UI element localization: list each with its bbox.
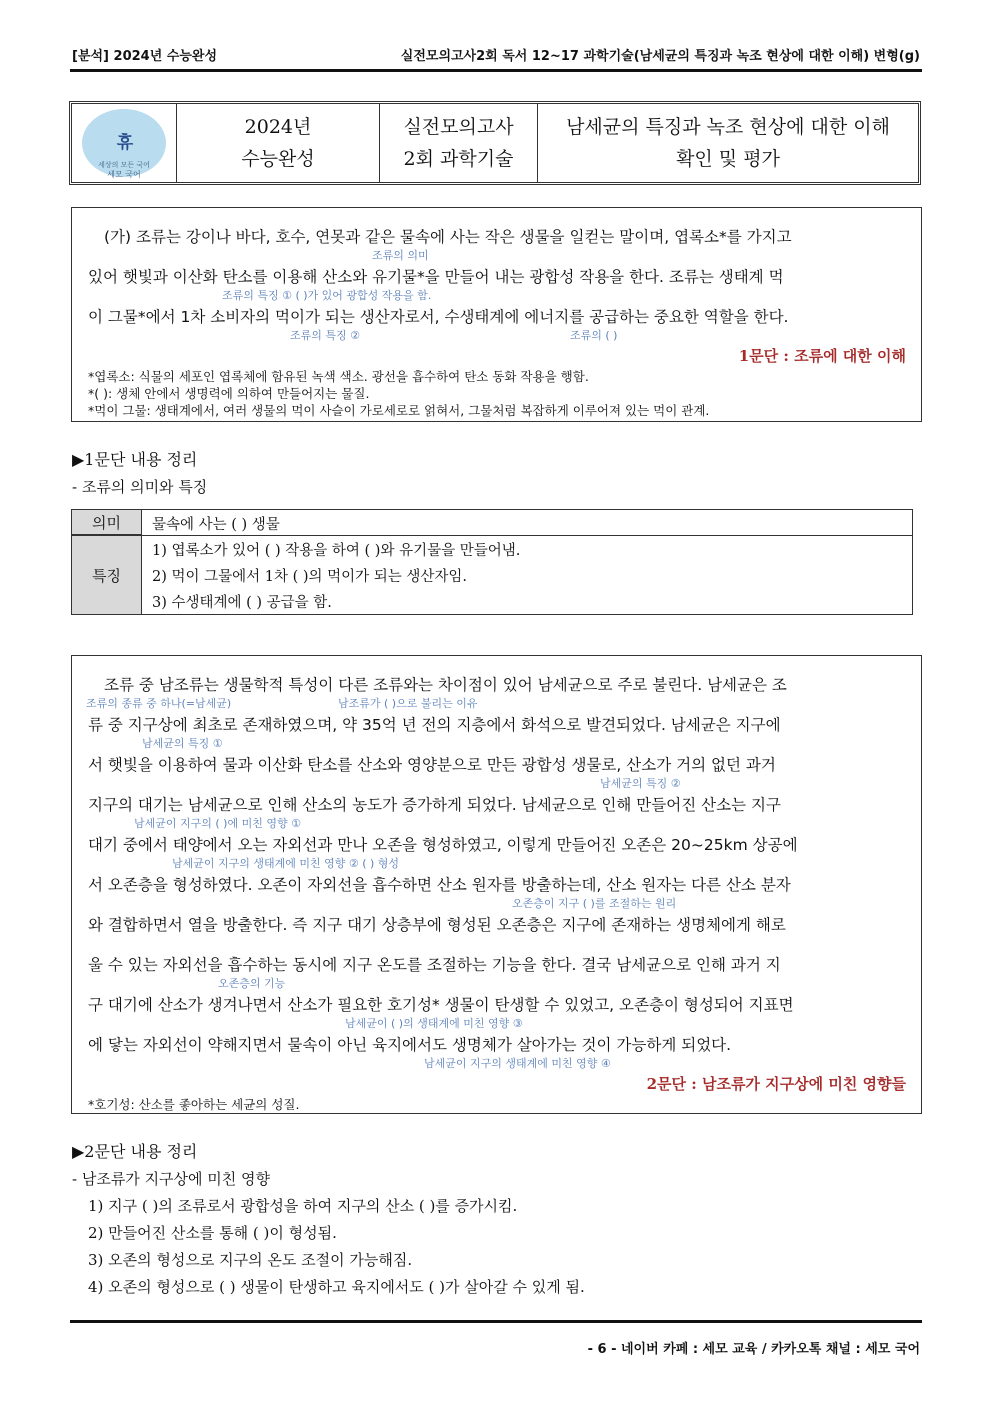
annotation: 남세균이 지구의 생태계에 미친 영향 ④ xyxy=(424,1057,611,1070)
list-item: 1) 지구 ( )의 조류로서 광합성을 하여 지구의 산소 ( )를 증가시킴. xyxy=(88,1197,518,1215)
title-table xyxy=(69,101,921,185)
section-subheading: - 조류의 의미와 특징 xyxy=(72,478,208,496)
list-item: 4) 오존의 형성으로 ( ) 생물이 탄생하고 육지에서도 ( )가 살아갈 수 있게 됨. xyxy=(88,1278,585,1296)
section-heading: ▶2문단 내용 정리 xyxy=(72,1142,198,1161)
passage2-line: 서 햇빛을 이용하여 물과 이산화 탄소를 산소와 영양분으로 만든 광합성 생물로, 산소가 거의 없던 과거 xyxy=(88,756,776,774)
footnote: *호기성: 산소를 좋아하는 세균의 성질. xyxy=(88,1097,300,1112)
section-heading: ▶1문단 내용 정리 xyxy=(72,450,198,469)
section-subheading: - 남조류가 지구상에 미친 영향 xyxy=(72,1170,271,1188)
annotation: 남세균이 지구의 생태계에 미친 영향 ② ( ) 형성 xyxy=(172,857,400,870)
annotation: 조류의 특징 ① ( )가 있어 광합성 작용을 함. xyxy=(222,289,432,302)
annotation: 조류의 종류 중 하나(=남세균) xyxy=(86,697,232,710)
table-feature: 2) 먹이 그물에서 1차 ( )의 먹이가 되는 생산자임. xyxy=(152,569,468,585)
list-item: 2) 만들어진 산소를 통해 ( )이 형성됨. xyxy=(88,1224,337,1242)
header-left: [분석] 2024년 수능완성 xyxy=(72,49,218,64)
passage2-line: 구 대기에 산소가 생겨나면서 산소가 필요한 호기성* 생물이 탄생할 수 있었고, 오존층이 형성되어 지표면 xyxy=(88,996,794,1014)
table-meaning: 물속에 사는 ( ) 생물 xyxy=(152,517,280,533)
annotation: 남세균의 특징 ② xyxy=(600,777,681,790)
footer-divider xyxy=(70,1320,922,1323)
paragraph-summary: 2문단 : 남조류가 지구상에 미친 영향들 xyxy=(646,1075,906,1093)
annotation: 오존층이 지구 ( )를 조절하는 원리 xyxy=(512,897,677,910)
passage1-line: 있어 햇빛과 이산화 탄소를 이용해 산소와 유기물*을 만들어 내는 광합성 작용을 한다. 조류는 생태계 먹 xyxy=(88,268,784,286)
table-feature: 3) 수생태계에 ( ) 공급을 함. xyxy=(152,595,332,611)
footnote: *엽록소: 식물의 세포인 엽록체에 함유된 녹색 색소. 광선을 흡수하여 탄소 동화 작용을 행함. xyxy=(88,369,589,384)
logo-cell xyxy=(72,104,177,182)
title-exam-cell xyxy=(380,104,538,182)
annotation: 조류의 ( ) xyxy=(570,329,618,342)
title-topic: 남세균의 특징과 녹조 현상에 대한 이해 xyxy=(566,116,890,138)
annotation: 오존층의 기능 xyxy=(218,977,286,990)
table-feature: 1) 엽록소가 있어 ( ) 작용을 하여 ( )와 유기물을 만들어냄. xyxy=(152,543,521,559)
passage2-line: 대기 중에서 태양에서 오는 자외선과 만나 오존을 형성하였고, 이렇게 만들어진 오존은 20~25km 상공에 xyxy=(88,836,798,854)
passage2-line: 에 닿는 자외선이 약해지면서 물속이 아닌 육지에서도 생명체가 살아가는 것이 가능하게 되었다. xyxy=(88,1036,732,1054)
annotation: 남세균의 특징 ① xyxy=(142,737,223,750)
title-year: 2024년 xyxy=(244,116,312,138)
title-exam: 실전모의고사 xyxy=(403,116,514,138)
footnote: *먹이 그물: 생태계에서, 여러 생물의 먹이 사슬이 가로세로로 얽혀서, 그물처럼 복잡하게 이루어져 있는 먹이 관계. xyxy=(88,403,710,418)
header-right: 실전모의고사2회 독서 12~17 과학기술(남세균의 특징과 녹조 현상에 대한 이해) 변형(g) xyxy=(400,49,920,64)
header-divider xyxy=(70,69,922,72)
title-year-cell xyxy=(177,104,380,182)
title-subject: 2회 과학기술 xyxy=(403,148,514,170)
paragraph-summary: 1문단 : 조류에 대한 이해 xyxy=(738,347,906,365)
logo xyxy=(82,109,166,177)
title-topic-cell xyxy=(538,104,918,182)
footnote: *( ): 생체 안에서 생명력에 의하여 만들어지는 물질. xyxy=(88,386,370,401)
passage2-line: 와 결합하면서 열을 방출한다. 즉 지구 대기 상층부에 형성된 오존층은 지구에 존재하는 생명체에게 해로 xyxy=(88,916,786,934)
annotation: 조류의 특징 ② xyxy=(290,329,360,342)
passage2-line: 조류 중 남조류는 생물학적 특성이 다른 조류와는 차이점이 있어 남세균으로 주로 불린다. 남세균은 조 xyxy=(104,676,787,694)
passage2-line: 지구의 대기는 남세균으로 인해 산소의 농도가 증가하게 되었다. 남세균으로 인해 만들어진 산소는 지구 xyxy=(88,796,781,814)
passage2-line: 서 오존층을 형성하였다. 오존이 자외선을 흡수하면 산소 원자를 방출하는데, 산소 원자는 다른 산소 분자 xyxy=(88,876,791,894)
table-label-features: 특징 xyxy=(72,536,142,614)
table-divider xyxy=(72,535,912,536)
passage2-line: 류 중 지구상에 최초로 존재하였으며, 약 35억 년 전의 지층에서 화석으로 발견되었다. 남세균은 지구에 xyxy=(88,716,781,734)
logo-text: 세모 국어 xyxy=(107,170,141,179)
annotation: 남세균이 지구의 ( )에 미친 영향 ① xyxy=(134,817,301,830)
logo-small-text: 세상의 모든 국어 xyxy=(98,161,150,169)
annotation: 남세균이 ( )의 생태계에 미친 영향 ③ xyxy=(345,1017,523,1030)
summary-table xyxy=(71,509,913,615)
passage2-line: 울 수 있는 자외선을 흡수하는 동시에 지구 온도를 조절하는 기능을 한다. 결국 남세균으로 인해 과거 지 xyxy=(88,956,781,974)
logo-mark: 휴 xyxy=(116,133,132,153)
title-purpose: 확인 및 평가 xyxy=(676,148,780,170)
passage1-line: (가) 조류는 강이나 바다, 호수, 연못과 같은 물속에 사는 작은 생물을 일컫는 말이며, 엽록소*를 가지고 xyxy=(104,228,792,246)
title-book: 수능완성 xyxy=(241,148,315,170)
passage1-line: 이 그물*에서 1차 소비자의 먹이가 되는 생산자로서, 수생태계에 에너지를 공급하는 중요한 역할을 한다. xyxy=(88,308,789,326)
list-item: 3) 오존의 형성으로 지구의 온도 조절이 가능해짐. xyxy=(88,1251,413,1269)
table-label-meaning: 의미 xyxy=(72,510,142,535)
footer: - 6 - 네이버 카페 : 세모 교육 / 카카오톡 채널 : 세모 국어 xyxy=(587,1342,920,1357)
annotation: 조류의 의미 xyxy=(372,249,429,262)
annotation: 남조류가 ( )으로 불리는 이유 xyxy=(338,697,478,710)
